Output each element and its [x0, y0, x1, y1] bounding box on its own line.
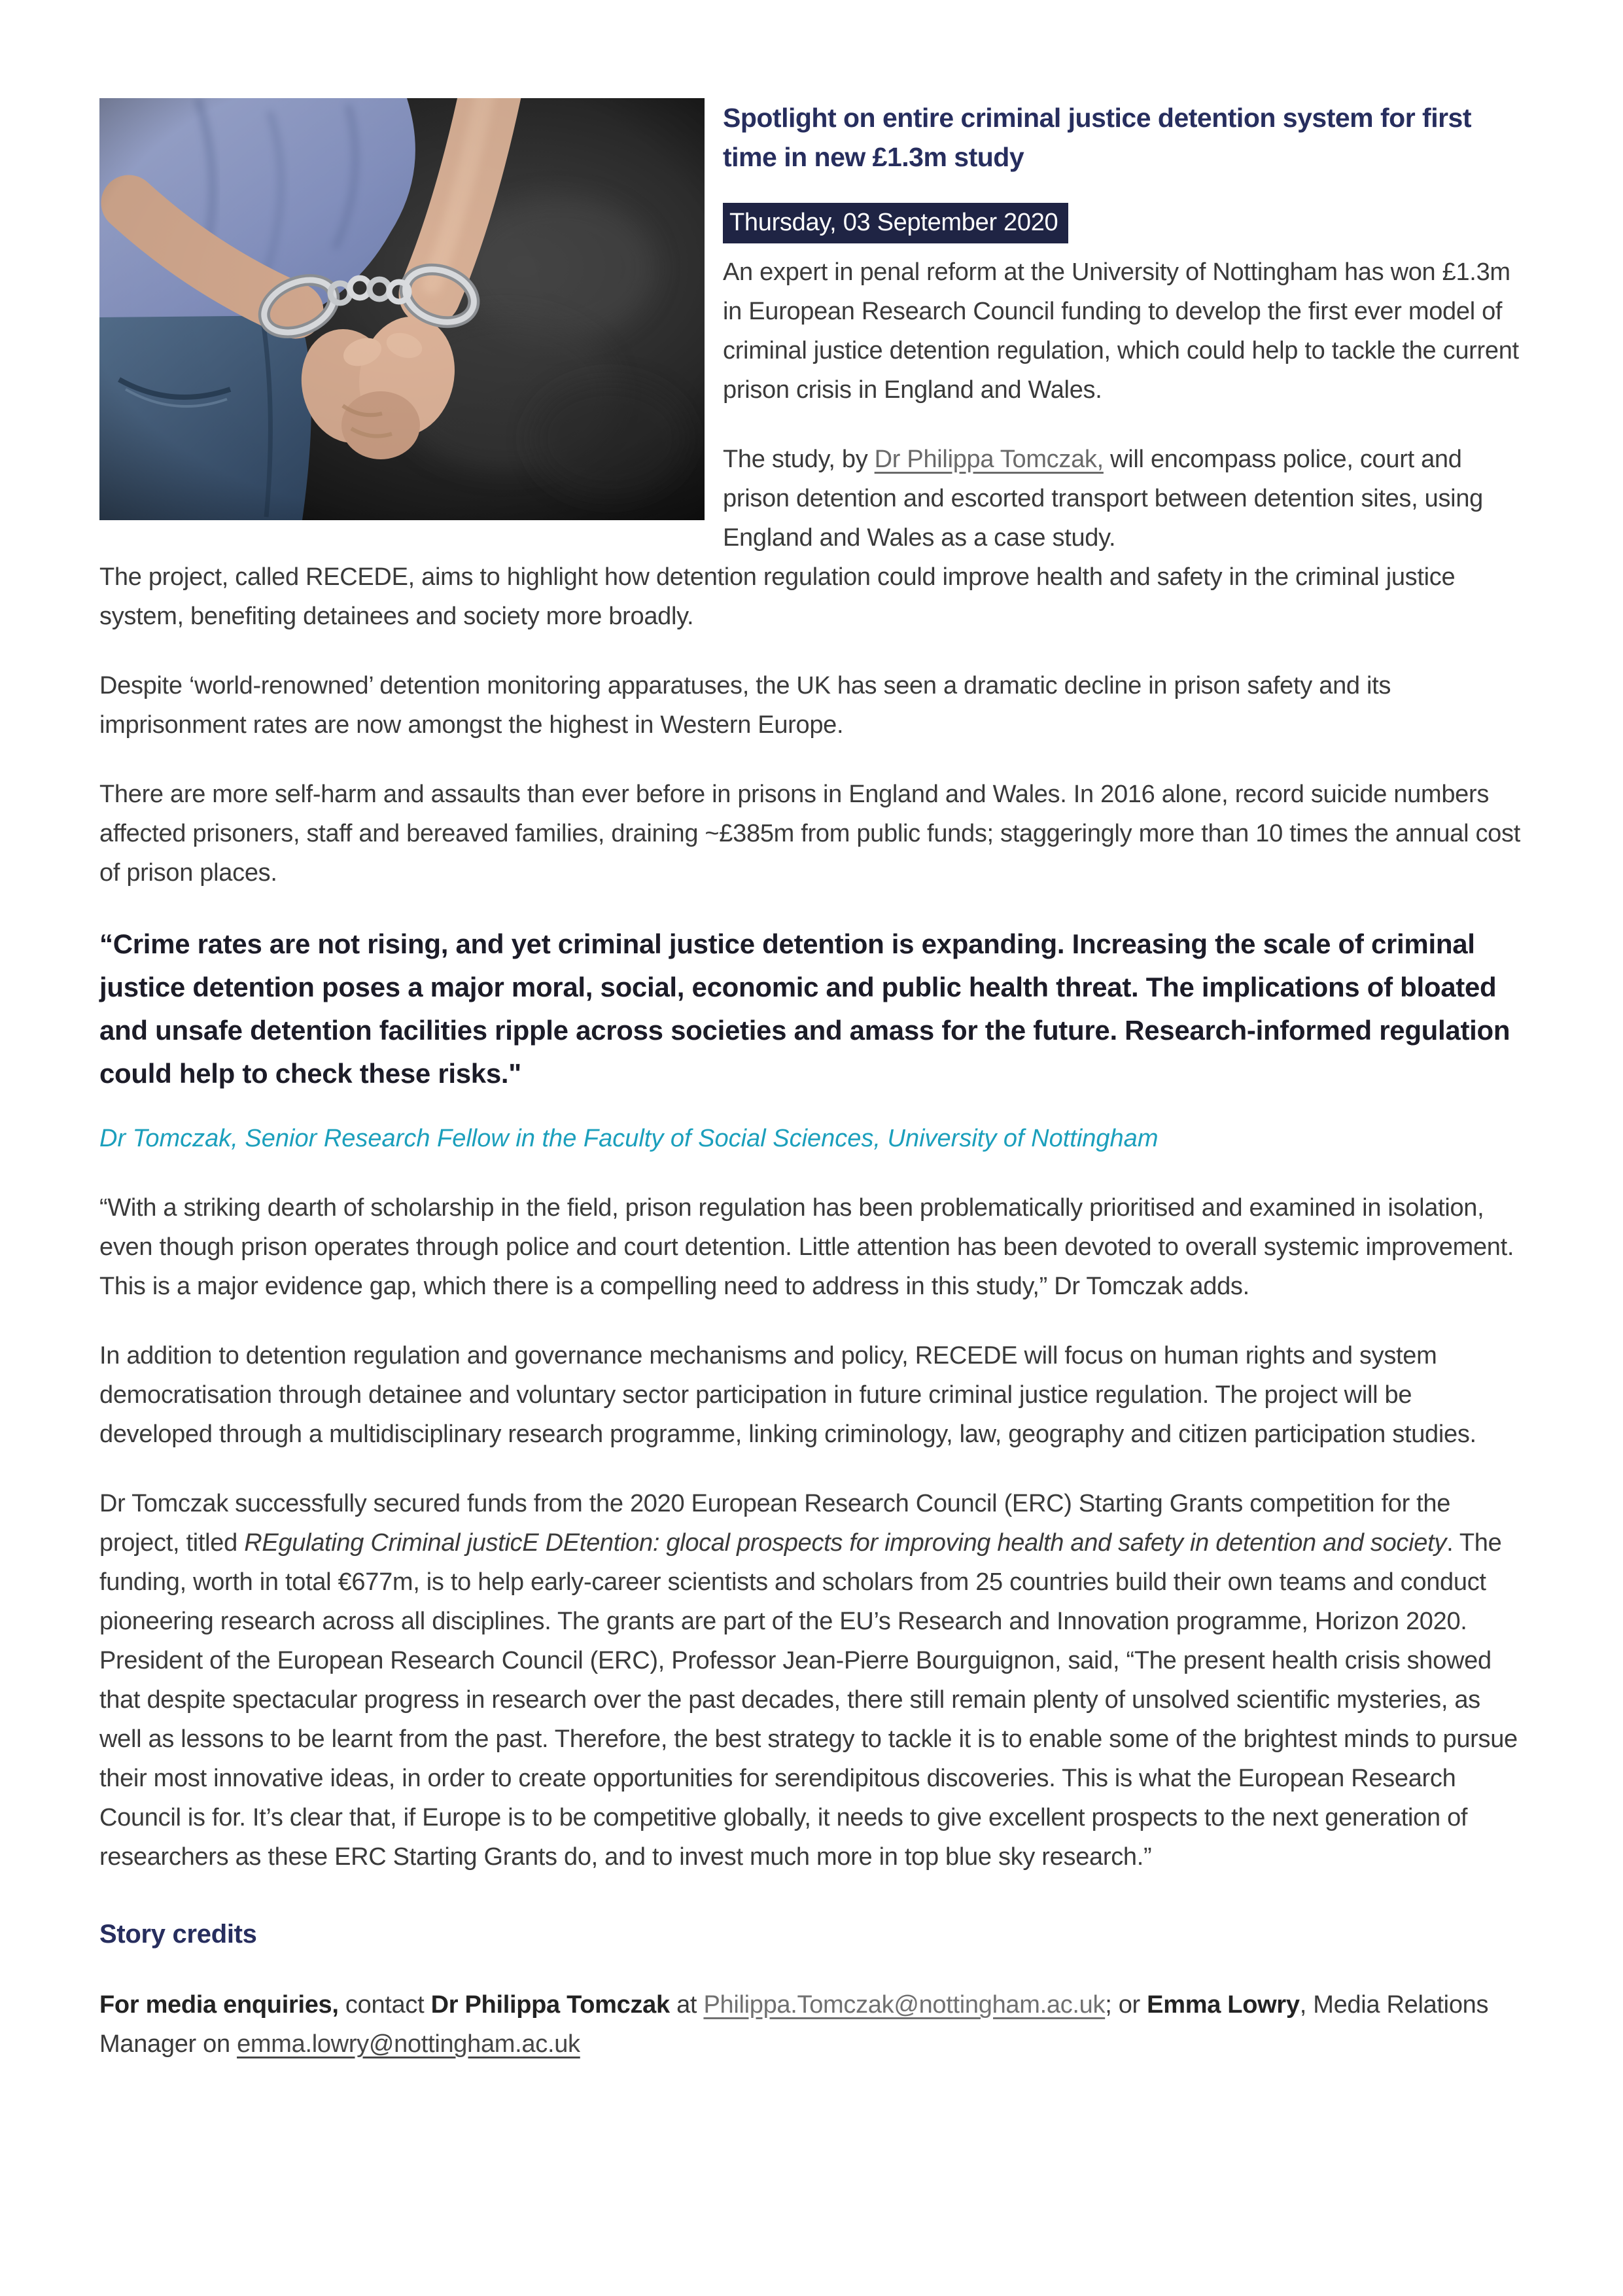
page-title: Spotlight on entire criminal justice detention system for first time in new £1.3m study: [723, 103, 1472, 172]
contact-text-1: contact: [338, 1991, 431, 2019]
selfharm-paragraph: There are more self-harm and assaults than ever before in prisons in England and Wales. In 2016 alone, record suicide numbers affected prisoners, staff and bereaved families, draining ~£385m from public funds; staggeringly more than 10 times the annual cost of prison places.: [99, 781, 1520, 887]
recede-paragraph: The project, called RECEDE, aims to highlight how detention regulation could improve health and safety in the criminal justice system, benefiting detainees and society more broadly.: [99, 563, 1456, 630]
media-enquiries-bold: For media enquiries,: [99, 1991, 339, 2019]
contact-name-philippa: Dr Philippa Tomczak: [430, 1991, 670, 2019]
erc-president-paragraph: President of the European Research Council (ERC), Professor Jean-Pierre Bourguignon, said, “The present health crisis showed that despite spectacular progress in research over the past decades, there still remain plenty of unsolved scientific mysteries, as well as lessons to be learnt from the past. Therefore, the best strategy to tackle it is to enable some of the brightest minds to pursue their most innovative ideas, in order to create opportunities for serendipitous discoveries. This is what the European Research Council is for. It’s clear that, if Europe is to be competitive globally, it needs to give excellent prospects to the next generation of researchers as these ERC Starting Grants do, and to invest much more in top blue sky research.”: [99, 1647, 1518, 1871]
pull-quote: “Crime rates are not rising, and yet criminal justice detention is expanding. Increasing the scale of criminal justice detention poses a major moral, social, economic and public health threat. The implications of bloated and unsafe detention facilities ripple across societies and amass for the future. Research-informed regulation could help to check these risks.": [99, 928, 1510, 1089]
story-credits-heading: Story credits: [99, 1920, 257, 1949]
study-text-after: will encompass police, court and prison detention and escorted transport between detention sites, using England and Wales as a case study.: [723, 446, 1483, 552]
contact-text-3: ; or: [1105, 1991, 1147, 2019]
funding-text-after: . The funding, worth in total €677m, is to help early-career scientists and scholars from 25 countries build their own teams and conduct pioneering research across all disciplines. The grants are part of the EU’s Research and Innovation programme, Horizon 2020.: [99, 1529, 1502, 1635]
monitoring-paragraph: Despite ‘world-renowned’ detention monitoring apparatuses, the UK has seen a dramatic decline in prison safety and its imprisonment rates are now amongst the highest in Western Europe.: [99, 672, 1391, 739]
contact-paragraph: [99, 1985, 1528, 2064]
philippa-email-link[interactable]: Philippa.Tomczak@nottingham.ac.uk: [703, 1991, 1106, 2019]
project-title-italic: REgulating Criminal justicE DEtention: glocal prospects for improving health and safety in detention and society: [244, 1529, 1447, 1557]
date-badge: Thursday, 03 September 2020: [723, 203, 1068, 243]
funding-paragraph: [99, 1484, 1528, 1641]
handcuffs-illustration: [99, 98, 705, 520]
contact-text-2: at: [669, 1991, 704, 2019]
study-text-before: The study, by: [723, 446, 875, 473]
human-rights-paragraph: In addition to detention regulation and governance mechanisms and policy, RECEDE will focus on human rights and system democratisation through detainee and voluntary sector participation in future criminal justice regulation. The project will be developed through a multidisciplinary research programme, linking criminology, law, geography and citizen participation studies.: [99, 1342, 1476, 1448]
emma-email-link[interactable]: emma.lowry@nottingham.ac.uk: [237, 2030, 580, 2058]
funding-text-before: Dr Tomczak successfully secured funds from the 2020 European Research Council (ERC) Starting Grants competition for the project, titled: [99, 1490, 1451, 1557]
handcuffed-hands-photo: [99, 98, 705, 520]
contact-text-4: , Media Relations Manager on: [99, 1991, 1489, 2058]
quote-attribution: Dr Tomczak, Senior Research Fellow in the Faculty of Social Sciences, University of Nottingham: [99, 1125, 1159, 1152]
scholarship-paragraph: “With a striking dearth of scholarship in the field, prison regulation has been problematically prioritised and examined in isolation, even though prison operates through police and court detention. Little attention has been devoted to overall systemic improvement. This is a major evidence gap, which there is a compelling need to address in this study,” Dr Tomczak adds.: [99, 1194, 1514, 1300]
philippa-tomczak-profile-link[interactable]: Dr Philippa Tomczak,: [874, 446, 1104, 473]
contact-name-emma: Emma Lowry: [1147, 1991, 1300, 2019]
intro-paragraph: An expert in penal reform at the University of Nottingham has won £1.3m in European Research Council funding to develop the first ever model of criminal justice detention regulation, which could help to tackle the current prison crisis in England and Wales.: [723, 258, 1519, 404]
